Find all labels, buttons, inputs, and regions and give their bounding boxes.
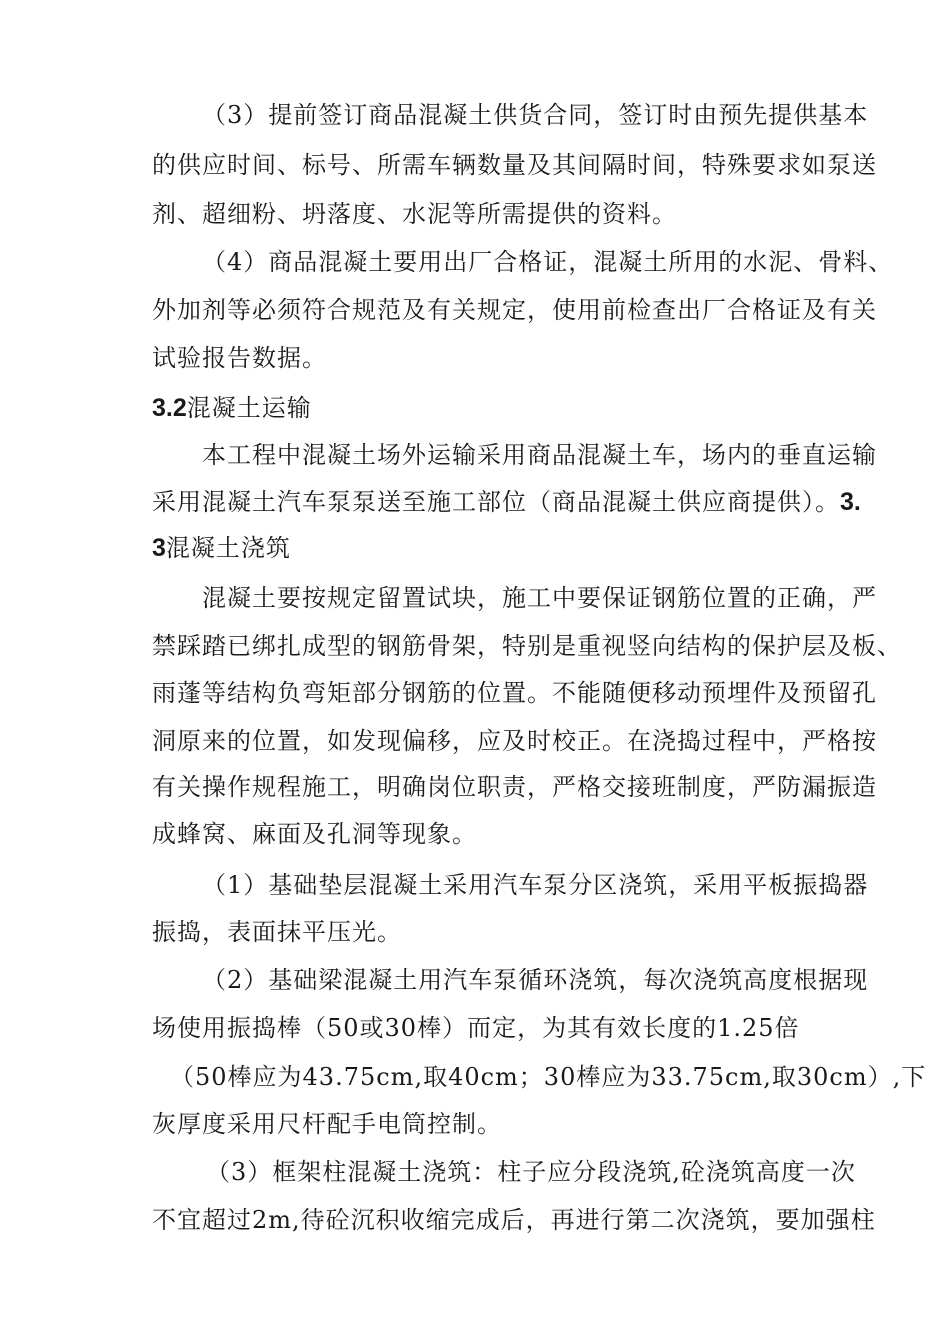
section-3-2-heading <box>152 393 312 423</box>
para3-line3: 剂、超细粉、坍落度、水泥等所需提供的资料。 <box>152 200 677 228</box>
transport-line2 <box>152 487 861 517</box>
para3-line1: （3）提前签订商品混凝土供货合同，签订时由预先提供基本 <box>202 101 869 129</box>
item3-line1: （3）框架柱混凝土浇筑：柱子应分段浇筑,砼浇筑高度一次 <box>206 1158 856 1186</box>
section-3-3-heading <box>152 533 291 563</box>
section-title: 混凝土浇筑 <box>165 534 291 562</box>
section-3-3-number-start: 3. <box>840 488 861 516</box>
pour-line3: 雨蓬等结构负弯矩部分钢筋的位置。不能随便移动预埋件及预留孔 <box>152 679 877 707</box>
section-number: 3 <box>152 534 166 562</box>
section-number: 3.2 <box>152 394 187 422</box>
pour-line1: 混凝土要按规定留置试块，施工中要保证钢筋位置的正确，严 <box>202 584 877 612</box>
transport-line1: 本工程中混凝土场外运输采用商品混凝土车，场内的垂直运输 <box>202 441 877 469</box>
para4-line1: （4）商品混凝土要用出厂合格证，混凝土所用的水泥、骨料、 <box>202 248 894 276</box>
pour-line2: 禁踩踏已绑扎成型的钢筋骨架，特别是重视竖向结构的保护层及板、 <box>152 632 902 660</box>
item3-line2: 不宜超过2m,待砼沉积收缩完成后，再进行第二次浇筑，要加强柱 <box>152 1206 876 1234</box>
item1-line1: （1）基础垫层混凝土采用汽车泵分区浇筑，采用平板振捣器 <box>202 871 869 899</box>
para4-line3: 试验报告数据。 <box>152 344 327 372</box>
section-title: 混凝土运输 <box>186 394 312 422</box>
pour-line4: 洞原来的位置，如发现偏移，应及时校正。在浇捣过程中，严格按 <box>152 727 877 755</box>
transport-line2-text: 采用混凝土汽车泵泵送至施工部位（商品混凝土供应商提供）。 <box>152 488 840 516</box>
pour-line5: 有关操作规程施工，明确岗位职责，严格交接班制度，严防漏振造 <box>152 773 877 801</box>
item2-line4: 灰厚度采用尺杆配手电筒控制。 <box>152 1110 502 1138</box>
item2-line1: （2）基础梁混凝土用汽车泵循环浇筑，每次浇筑高度根据现 <box>202 966 869 994</box>
item1-line2: 振捣，表面抹平压光。 <box>152 918 402 946</box>
item2-line2: 场使用振捣棒（50或30棒）而定，为其有效长度的1.25倍 <box>152 1014 800 1042</box>
para3-line2: 的供应时间、标号、所需车辆数量及其间隔时间，特殊要求如泵送 <box>152 151 877 179</box>
para4-line2: 外加剂等必须符合规范及有关规定，使用前检查出厂合格证及有关 <box>152 296 877 324</box>
pour-line6: 成蜂窝、麻面及孔洞等现象。 <box>152 820 477 848</box>
item2-line3: （50棒应为43.75cm,取40cm；30棒应为33.75cm,取30cm）,下 <box>170 1063 927 1091</box>
